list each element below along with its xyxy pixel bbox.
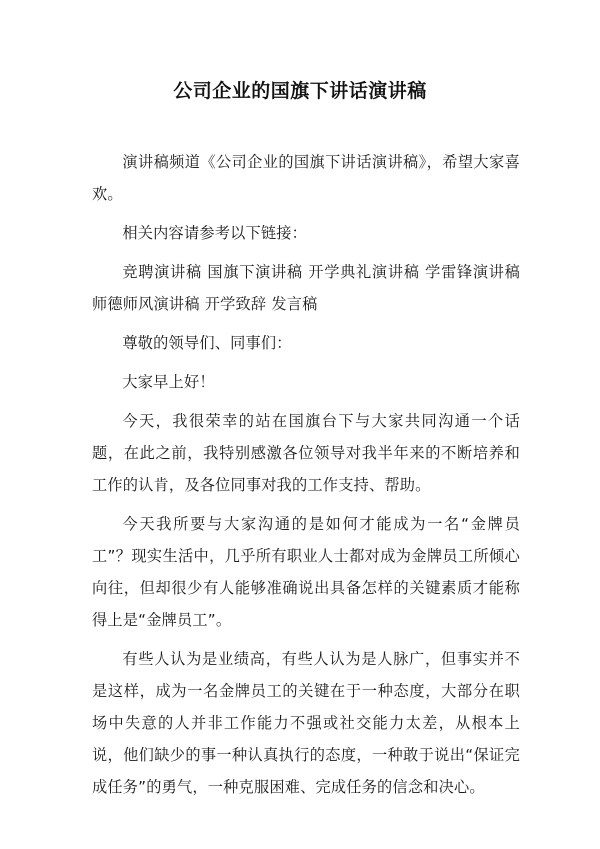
greeting: 大家早上好！ — [122, 373, 215, 391]
link-teacher-ethics-speech[interactable]: 师德师风演讲稿 — [92, 295, 200, 313]
link-speech-competition[interactable]: 竞聘演讲稿 — [122, 263, 202, 281]
link-flag-speech[interactable]: 国旗下演讲稿 — [207, 263, 303, 281]
link-opening-address[interactable]: 开学致辞 — [204, 295, 267, 313]
body-paragraph: 今天我所要与大家沟通的是如何才能成为一名“金牌员工”？现实生活中，几乎所有职业人士都对成为金牌员工所倾心向往，但却很少有人能够准确说出具备怎样的关键素质才能称得上是“金牌员工”。 — [92, 515, 520, 629]
related-links-label: 相关内容请参考以下链接： — [122, 224, 308, 242]
related-links — [92, 256, 520, 320]
intro-paragraph: 演讲稿频道《公司企业的国旗下讲话演讲稿》，希望大家喜欢。 — [92, 153, 520, 203]
document-title: 公司企业的国旗下讲话演讲稿 — [173, 80, 427, 102]
link-statement[interactable]: 发言稿 — [271, 295, 318, 313]
body-paragraph: 今天，我很荣幸的站在国旗台下与大家共同沟通一个话题，在此之前，我特别感激各位领导对我半年来的不断培养和工作的认肯，及各位同事对我的工作支持、帮助。 — [92, 412, 520, 494]
body-paragraph: 有些人认为是业绩高，有些人认为是人脉广，但事实并不是这样，成为一名金牌员工的关键在于一种态度，大部分在职场中失意的人并非工作能力不强或社交能力太差，从根本上说，他们缺少的事一种认真执行的态度，一种敢于说出“保证完成任务”的勇气，一种克服困难、完成任务的信念和决心。 — [92, 650, 520, 796]
salutation: 尊敬的领导们、同事们： — [122, 334, 292, 352]
link-opening-ceremony-speech[interactable]: 开学典礼演讲稿 — [308, 263, 420, 281]
document-body — [92, 146, 520, 810]
link-lei-feng-speech[interactable]: 学雷锋演讲稿 — [425, 263, 521, 281]
